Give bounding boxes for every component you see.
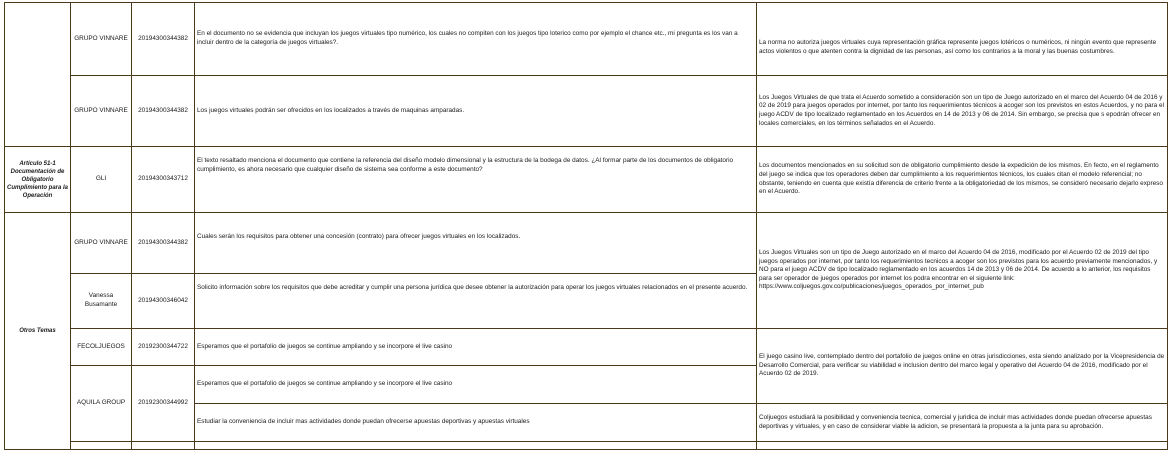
empty-cell <box>757 442 1168 450</box>
radicado-cell: 20194300346042 <box>132 274 195 329</box>
section-cell: Otros Temas <box>5 213 71 450</box>
author-cell: AQUILA GROUP <box>71 366 132 442</box>
answer-cell: Los documentos mencionados en su solicitud son de obligatorio cumplimiento desde la expedición de los mismos. En fecto, en el reglamento del juego se indica que los operadores deben dar cumplimiento a los requerimientos técnicos, los cuales citan el modelo referencial; no obstante, teniendo en cuenta que existía diferencia de criterio frente a la obligatoriedad de los mismos, se consideró necesario dejarlo expreso en el Acuerdo. <box>757 147 1168 213</box>
radicado-cell: 20192300344722 <box>132 329 195 366</box>
table-row-spacer <box>5 442 1168 450</box>
table-row <box>5 147 1168 213</box>
answer-cell: Los Juegos Virtuales de que trata el Acuerdo sometido a consideración son un tipo de Juego autorizado en el marco del Acuerdo 04 de 2016 y 02 de 2019 para juegos operados por internet, por tanto los requerimientos técnicos a acoger son los previstos en estos Acuerdos, y no para el juego ACDV de tipo localizado reglamentado en los Acuerdos en 14 de 2013 y 06 de 2014. Sin embargo, se precisa que s epodrán ofrecer en locales comerciales, en los términos señalados en el Acuerdo. <box>757 76 1168 147</box>
radicado-cell: 20194300344382 <box>132 3 195 76</box>
author-cell: GLI <box>71 147 132 213</box>
table-row <box>5 329 1168 366</box>
radicado-cell: 20194300343712 <box>132 147 195 213</box>
author-cell: FECOLJUEGOS <box>71 329 132 366</box>
author-cell: Vanessa Busamante <box>71 274 132 329</box>
section-cell: Artículo 51-1 Documentación de Obligatorio Cumplimiento para la Operación <box>5 147 71 213</box>
answer-link: https://www.coljuegos.gov.co/publicaciones/juegos_operados_por_internet_pub <box>759 283 984 291</box>
answer-cell <box>757 213 1168 329</box>
question-cell: En el documento no se evidencia que incluyan los juegos virtuales tipo numérico, los cuales no compiten con los juegos tipo loterico como por ejemplo el chance etc., mi pregunta es los van a incluir dentro de la categoría de juegos virtuales?. <box>195 3 757 76</box>
question-cell: Esperamos que el portafolio de juegos se continue ampliando y se incorpore el live casino <box>195 366 757 404</box>
answer-cell: La norma no autoriza juegos virtuales cuya representación gráfica represente juegos lotéricos o numéricos, ni ningún evento que represente actos violentos o que atenten contra la dignidad de las personas, así como los contrarios a la moral y las buenas costumbres. <box>757 3 1168 76</box>
radicado-cell: 20194300344382 <box>132 213 195 274</box>
question-cell: Los juegos virtuales podrán ser ofrecidos en los localizados a través de maquinas amparadas. <box>195 76 757 147</box>
author-cell: GRUPO VINNARE <box>71 213 132 274</box>
radicado-cell: 20194300344382 <box>132 76 195 147</box>
empty-cell <box>195 442 757 450</box>
empty-cell <box>71 442 132 450</box>
answer-text: Los Juegos Virtuales son un tipo de Juego autorizado en el marco del Acuerdo 04 de 2016, modificado por el Acuerdo 02 de 2019 del tipo juegos operados por internet, por tanto los requerimientos tecnicos a acoger son los previstos para los acuerdo previamente mencionados, y NO para el juego ACDV de tipo localizado reglamentado en los acuerdos 14 de 2013 y 06 de 2014. De acuerdo a lo anterior, los requisitos para ser operador de juegos operados por internet los podra encontrar en el siguiente link: <box>759 249 1158 282</box>
question-cell: Estudiar la conveniencia de incluir mas actividades donde puedan ofrecerse apuestas deportivas y apuestas virtuales <box>195 404 757 442</box>
answer-cell: Coljuegos estudiará la posibilidad y conveniencia tecnica, comercial y juridica de incluir mas actividades donde puedan ofrecerse apuestas deportivas y virtuales, y en caso de considerar viable la adicion, se presentará la propuesta a la junta para su aprobación. <box>757 404 1168 442</box>
section-cell-empty <box>5 3 71 147</box>
author-cell: GRUPO VINNARE <box>71 3 132 76</box>
table-row <box>5 213 1168 274</box>
answer-cell: El juego casino live, contemplado dentro del portafolio de juegos online en otras jurisdicciones, esta siendo analizado por la Vicepresidencia de Desarrollo Comercial, para verificar su viabilidad e inclusion dentro del marco legal y operativo del Acuerdo 04 de 2016, modificado por el Acuerdo 02 de 2019. <box>757 329 1168 404</box>
table-row <box>5 76 1168 147</box>
author-cell: GRUPO VINNARE <box>71 76 132 147</box>
table-row <box>5 3 1168 76</box>
question-cell: Solicito información sobre los requisitos que debe acreditar y cumplir una persona jurídica que desee obtener la autorización para operar los juegos virtuales relacionados en el presente acuerdo. <box>195 274 757 329</box>
question-cell: Esperamos que el portafolio de juegos se continue ampliando y se incorpore el live casino <box>195 329 757 366</box>
radicado-cell: 20192300344992 <box>132 366 195 442</box>
responses-table <box>4 2 1168 450</box>
question-cell: Cuales serán los requisitos para obtener una concesión (contrato) para ofrecer juegos virtuales en los localizados. <box>195 213 757 274</box>
question-cell: El texto resaltado menciona el documento que contiene la referencia del diseño modelo dimensional y la estructura de la bodega de datos. ¿Al formar parte de los documentos de obligatorio cumplimiento, es ahora necesario que cualquier diseño de sistema sea conforme a este documento? <box>195 147 757 213</box>
empty-cell <box>132 442 195 450</box>
